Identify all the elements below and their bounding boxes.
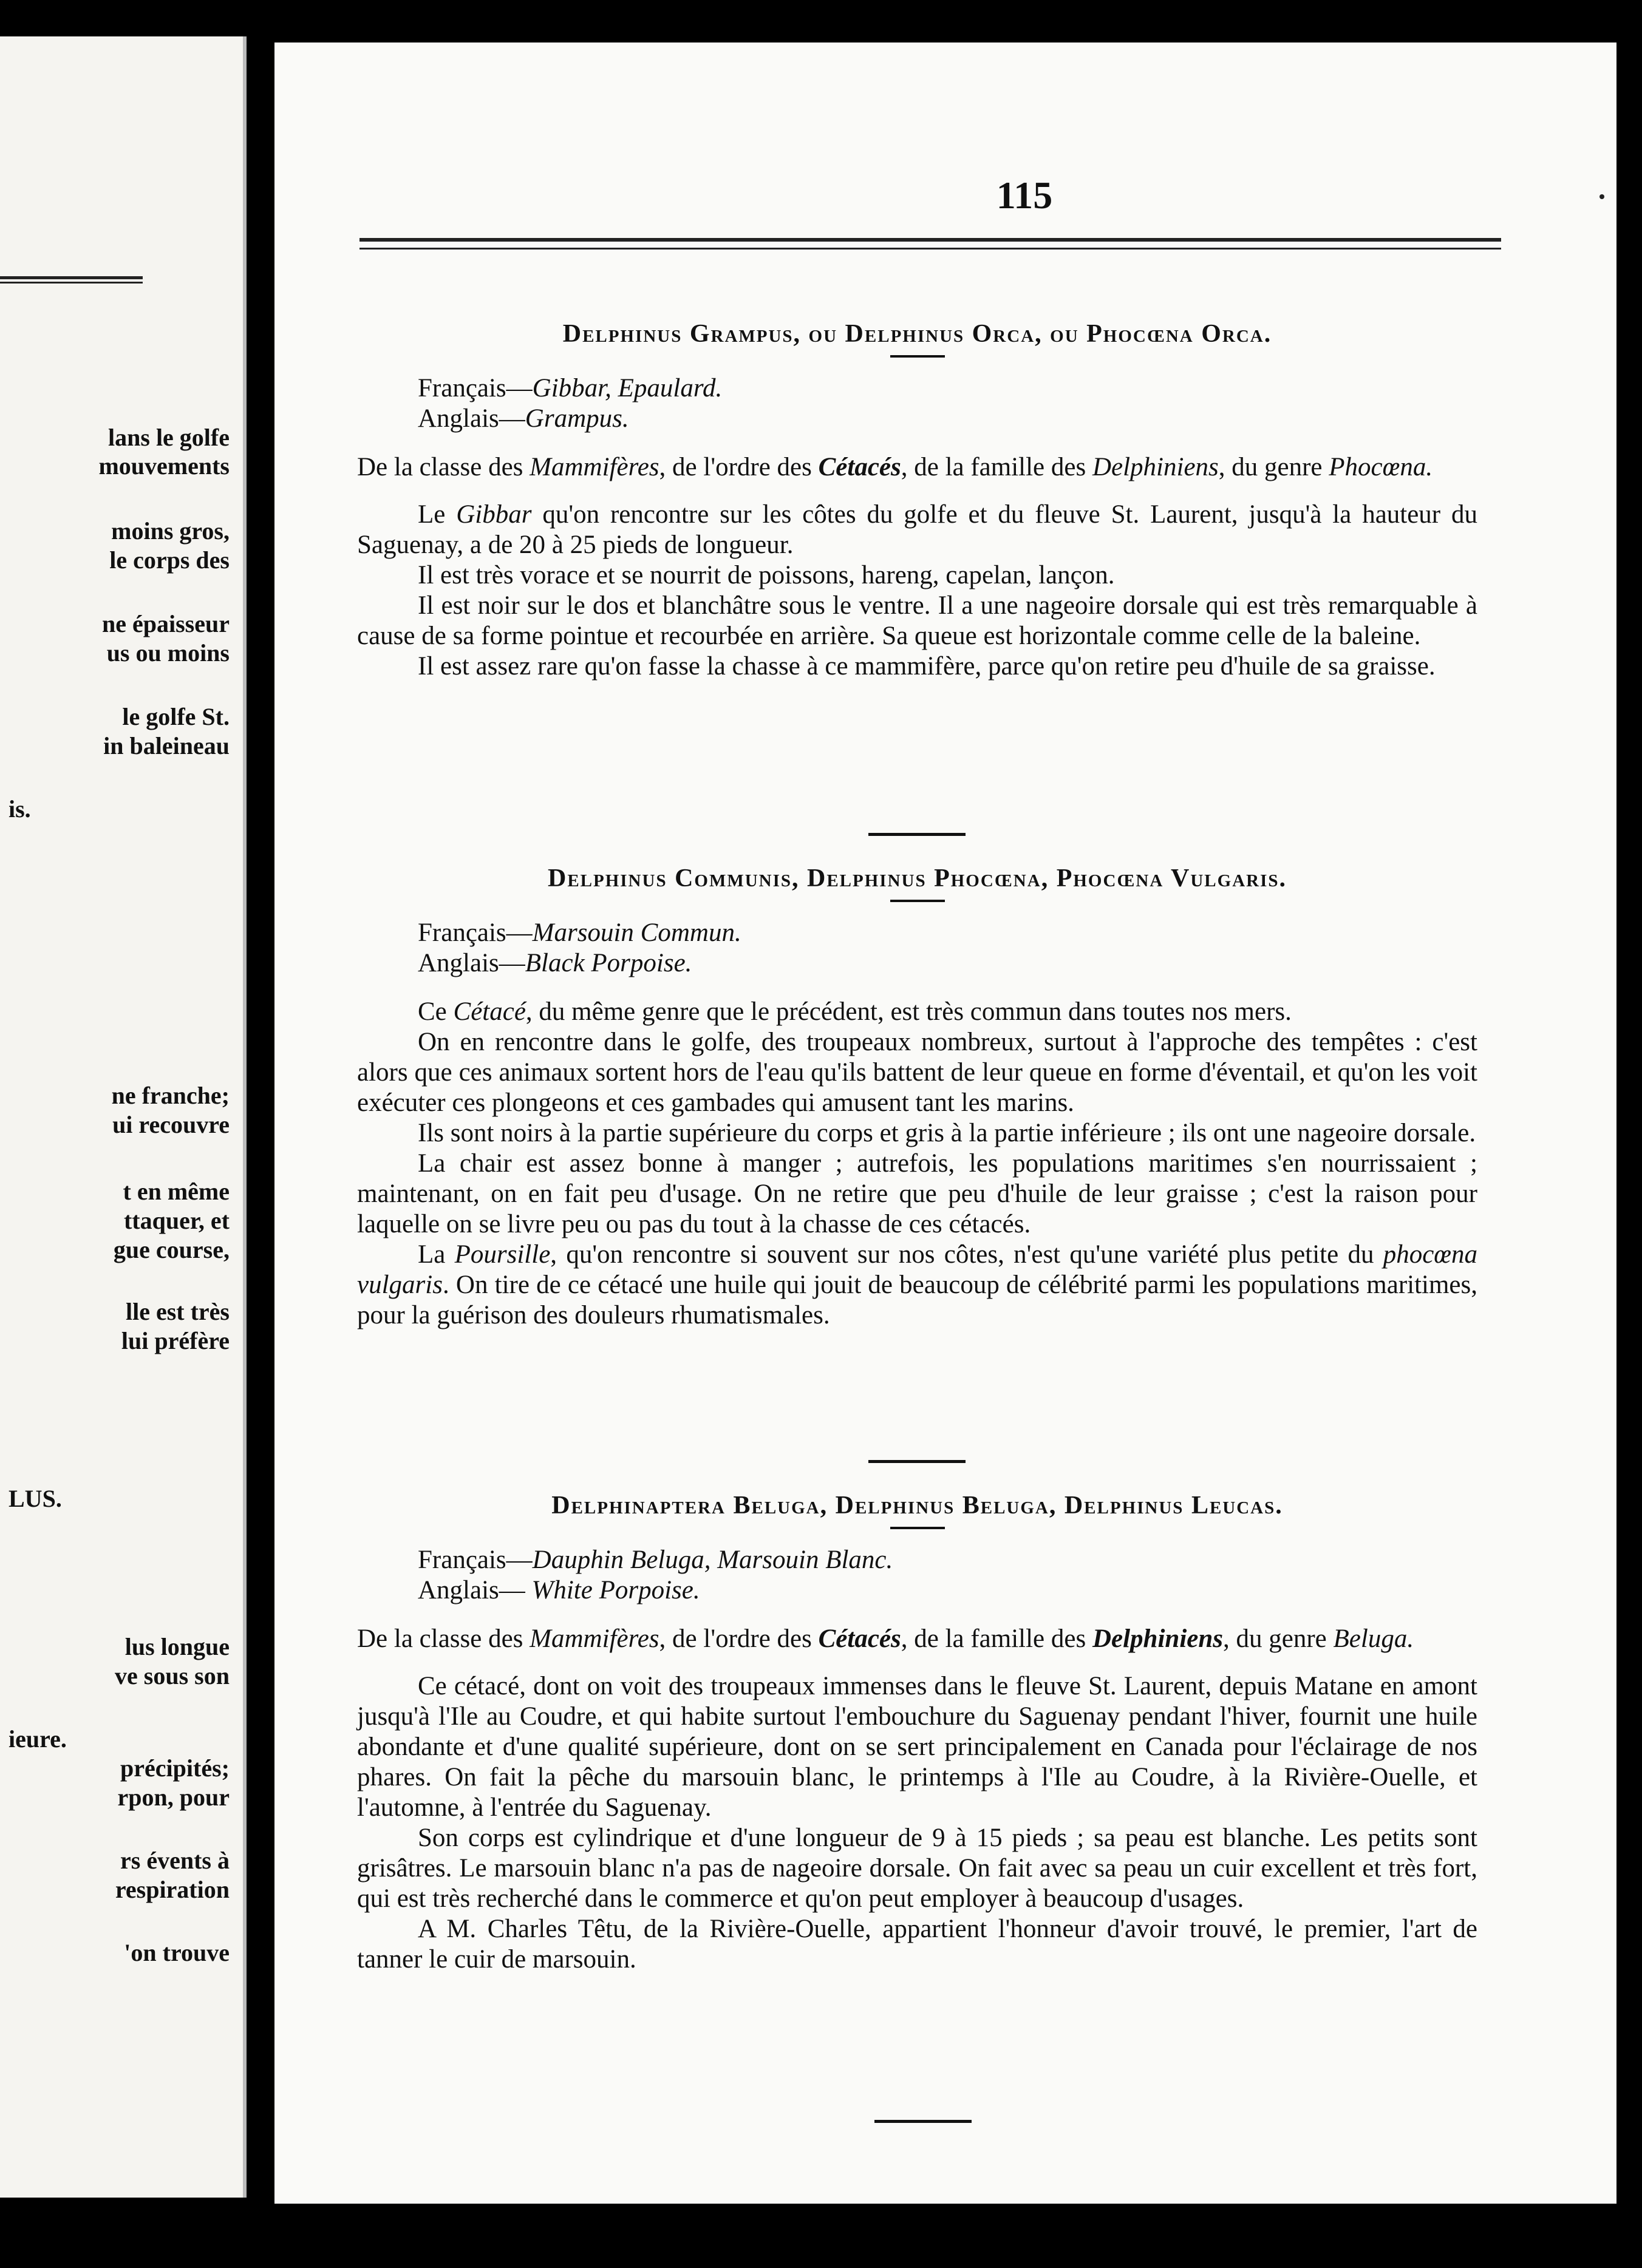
left-fragment: ve sous son: [115, 1662, 230, 1689]
page-number: 115: [996, 174, 1053, 217]
section-separator: [868, 833, 966, 836]
left-fragment: respiration: [115, 1876, 230, 1903]
paragraph: A M. Charles Têtu, de la Rivière-Ouelle, appartient l'honneur d'avoir trouvé, le premier, l'art de tanner le cuir de marsouin.: [357, 1915, 1477, 1974]
left-fragment: is.: [9, 795, 31, 823]
book-page: [274, 42, 1616, 2204]
left-fragment: précipités;: [120, 1754, 230, 1782]
left-fragment: 'on trouve: [124, 1939, 230, 1966]
french-name: Français—Dauphin Beluga, Marsouin Blanc.: [418, 1546, 893, 1574]
paragraph: Il est très vorace et se nourrit de poissons, hareng, capelan, lançon.: [418, 561, 1115, 589]
left-fragment: ieure.: [9, 1725, 67, 1753]
paragraph: On en rencontre dans le golfe, des troupeaux nombreux, surtout à l'approche des tempêtes : c'est alors que ces animaux sortent hors de l'eau qu'ils battent de leur queue en forme d'éventail, et qu'on les voit exécuter ces plongeons et ces gambades qui amusent tant les marins.: [357, 1028, 1477, 1117]
common-names: [418, 918, 1477, 979]
section-separator: [874, 2120, 972, 2123]
left-fragment: lus longue: [124, 1633, 230, 1660]
paragraph: Le Gibbar qu'on rencontre sur les côtes du golfe et du fleuve St. Laurent, jusqu'à la hauteur du Saguenay, a de 20 à 25 pieds de longueur.: [357, 500, 1477, 559]
section-separator: [868, 1460, 966, 1463]
english-name: Anglais—Black Porpoise.: [418, 949, 692, 977]
heading-dash: [890, 900, 945, 902]
paragraph: Ils sont noirs à la partie supérieure du corps et gris à la partie inférieure ; ils ont une nageoire dorsale.: [418, 1119, 1476, 1147]
paragraph: La chair est assez bonne à manger ; autrefois, les populations maritimes s'en nourrissaient ; maintenant, on en fait peu d'usage. On ne retire que peu d'huile de leur graisse ; c'est la raison pour laquelle on se livre peu ou pas du tout à la chasse de ces cétacés.: [357, 1149, 1477, 1238]
paragraph: Il est assez rare qu'on fasse la chasse à ce mammifère, parce qu'on retire peu d'huile de sa graisse.: [418, 652, 1436, 681]
section-heading: Delphinaptera Beluga, Delphinus Beluga, Delphinus Leucas.: [551, 1492, 1283, 1519]
common-names: [418, 1545, 1477, 1606]
english-name: Anglais—Grampus.: [418, 404, 629, 433]
section-orca: [357, 319, 1477, 682]
speck: [1599, 194, 1604, 199]
left-fragment: rs évents à: [120, 1847, 230, 1874]
section-beluga: [357, 1490, 1477, 1975]
paragraph: Ce cétacé, dont on voit des troupeaux immenses dans le fleuve St. Laurent, depuis Matane en amont jusqu'à l'Ile au Coudre, et qui habite surtout l'embouchure du Saguenay pendant l'hiver, fournit une huile abondante et d'une qualité supérieure, dont on se sert principalement en Canada pour l'éclairage de nos phares. On fait la pêche du marsouin blanc, le printemps à l'Ile au Coudre, à la Rivière-Ouelle, et l'automne, à l'entrée du Saguenay.: [357, 1672, 1477, 1822]
left-fragment: lui préfère: [121, 1327, 230, 1354]
left-facing-page: [0, 36, 247, 2198]
paragraph: Il est noir sur le dos et blanchâtre sous le ventre. Il a une nageoire dorsale qui est très remarquable à cause de sa forme pointue et recourbée en arrière. Sa queue est horizontale comme celle de la baleine.: [357, 591, 1477, 650]
paragraph: Son corps est cylindrique et d'une longueur de 9 à 15 pieds ; sa peau est blanche. Les petits sont grisâtres. Le marsouin blanc n'a pas de nageoire dorsale. On fait avec sa peau un cuir excellent et très fort, qui est très recherché dans le commerce et qu'on peut employer à beaucoup d'usages.: [357, 1824, 1477, 1913]
heading-dash: [890, 355, 945, 358]
left-fragment: t en même: [123, 1178, 230, 1205]
section-heading: Delphinus Grampus, ou Delphinus Orca, ou Phocœna Orca.: [562, 320, 1272, 348]
classification: De la classe des Mammifères, de l'ordre des Cétacés, de la famille des Delphiniens, du genre Phocœna.: [357, 453, 1433, 481]
left-fragment: gue course,: [113, 1236, 230, 1263]
classification: De la classe des Mammifères, de l'ordre des Cétacés, de la famille des Delphiniens, du genre Beluga.: [357, 1625, 1414, 1653]
left-fragment: mouvements: [98, 452, 230, 480]
left-fragment: ne franche;: [111, 1082, 230, 1109]
paragraph: Ce Cétacé, du même genre que le précédent, est très commun dans toutes nos mers.: [418, 997, 1292, 1026]
common-names: [418, 373, 1477, 434]
heading-dash: [890, 1527, 945, 1529]
left-fragment: lans le golfe: [108, 424, 230, 451]
left-page-rule: [0, 276, 143, 284]
left-fragment: us ou moins: [106, 639, 230, 667]
left-fragment: moins gros,: [111, 517, 230, 545]
left-fragment: rpon, pour: [117, 1784, 230, 1811]
left-fragment: lle est très: [125, 1298, 230, 1325]
french-name: Français—Gibbar, Epaulard.: [418, 374, 723, 402]
left-fragment: ne épaisseur: [102, 610, 230, 637]
french-name: Français—Marsouin Commun.: [418, 918, 741, 947]
left-fragment: ttaquer, et: [123, 1207, 230, 1234]
section-heading: Delphinus Communis, Delphinus Phocœna, Phocœna Vulgaris.: [547, 864, 1287, 892]
paragraph: La Poursille, qu'on rencontre si souvent sur nos côtes, n'est qu'une variété plus petite du phocœna vulgaris. On tire de ce cétacé une huile qui jouit de beaucoup de célébrité parmi les populations maritimes, pour la guérison des douleurs rhumatismales.: [357, 1240, 1477, 1329]
section-communis: [357, 863, 1477, 1331]
left-fragment: ui recouvre: [112, 1111, 230, 1138]
left-fragment: in baleineau: [103, 732, 230, 759]
english-name: Anglais— White Porpoise.: [418, 1576, 700, 1604]
header-rule: [359, 238, 1501, 250]
left-fragment: le corps des: [109, 546, 230, 574]
left-fragment: le golfe St.: [122, 703, 230, 730]
left-fragment: LUS.: [9, 1485, 62, 1512]
